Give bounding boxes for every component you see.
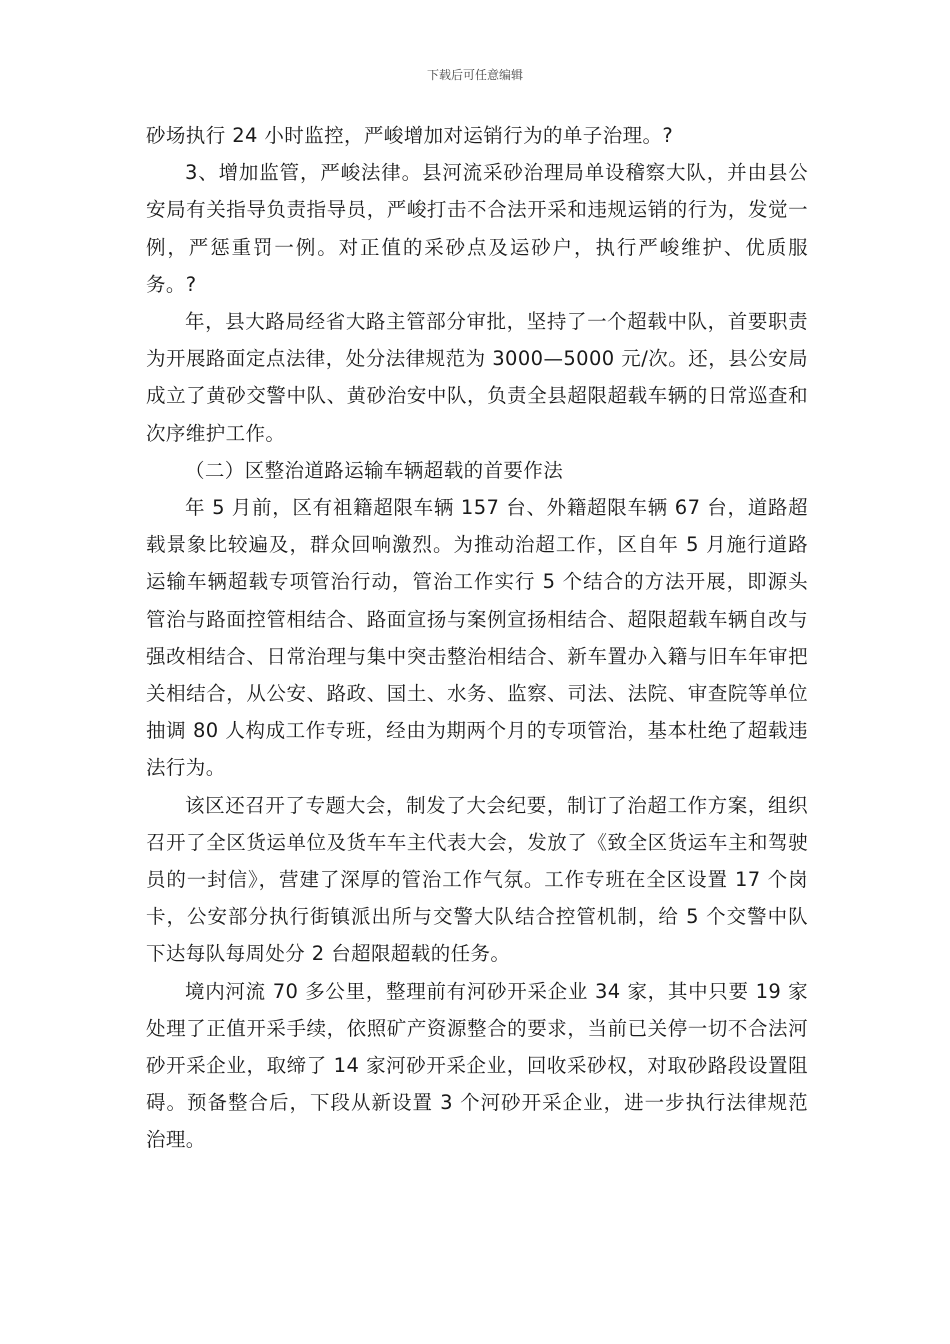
paragraph: 年 5 月前，区有祖籍超限车辆 157 台、外籍超限车辆 67 台，道路超载景象比较遍及，群众回响激烈。为推动治超工作，区自年 5 月施行道路运输车辆超载专项管治行动，管治工作实行 5 个结合的方法开展，即源头管治与路面控管相结合、路面宣扬与案例宣扬相结合、超限超载车辆自改与强改相结合、日常治理与集中突击整治相结合、新车置办入籍与旧车年审把关相结合，从公安、路政、国土、水务、监察、司法、法院、审查院等单位抽调 80 人构成工作专班，经由为期两个月的专项管治，基本杜绝了超载违法行为。 <box>146 496 808 780</box>
page-header: 下载后可任意编辑 <box>426 68 523 82</box>
paragraph: 年，县大路局经省大路主管部分审批，坚持了一个超载中队，首要职责为开展路面定点法律，处分法律规范为 3000—5000 元/次。还，县公安局成立了黄砂交警中队、黄砂治安中队，负责全县超限超载车辆的日常巡查和次序维护工作。 <box>146 310 808 445</box>
paragraph: 3、增加监管，严峻法律。县河流采砂治理局单设稽察大队，并由县公安局有关指导负责指导员，严峻打击不合法开采和违规运销的行为，发觉一例，严惩重罚一例。对正值的采砂点及运砂户，执行严峻维护、优质服务。? <box>146 161 808 296</box>
paragraph-continuation: 砂场执行 24 小时监控，严峻增加对运销行为的单子治理。? <box>146 124 674 147</box>
section-heading: （二）区整治道路运输车辆超载的首要作法 <box>185 458 564 482</box>
document-body <box>146 117 808 1159</box>
paragraph: 该区还召开了专题大会，制发了大会纪要，制订了治超工作方案，组织召开了全区货运单位及货车车主代表大会，发放了《致全区货运车主和驾驶员的一封信》，营建了深厚的管治工作气氛。工作专班在全区设置 17 个岗卡，公安部分执行街镇派出所与交警大队结合控管机制，给 5 个交警中队下达每队每周处分 2 台超限超载的任务。 <box>146 793 808 966</box>
paragraph: 境内河流 70 多公里，整理前有河砂开采企业 34 家，其中只要 19 家处理了正值开采手续，依照矿产资源整合的要求，当前已关停一切不合法河砂开采企业，取缔了 14 家河砂开采企业，回收采砂权，对取砂路段设置阻碍。预备整合后，下段从新设置 3 个河砂开采企业，进一步执行法律规范治理。 <box>146 979 808 1152</box>
